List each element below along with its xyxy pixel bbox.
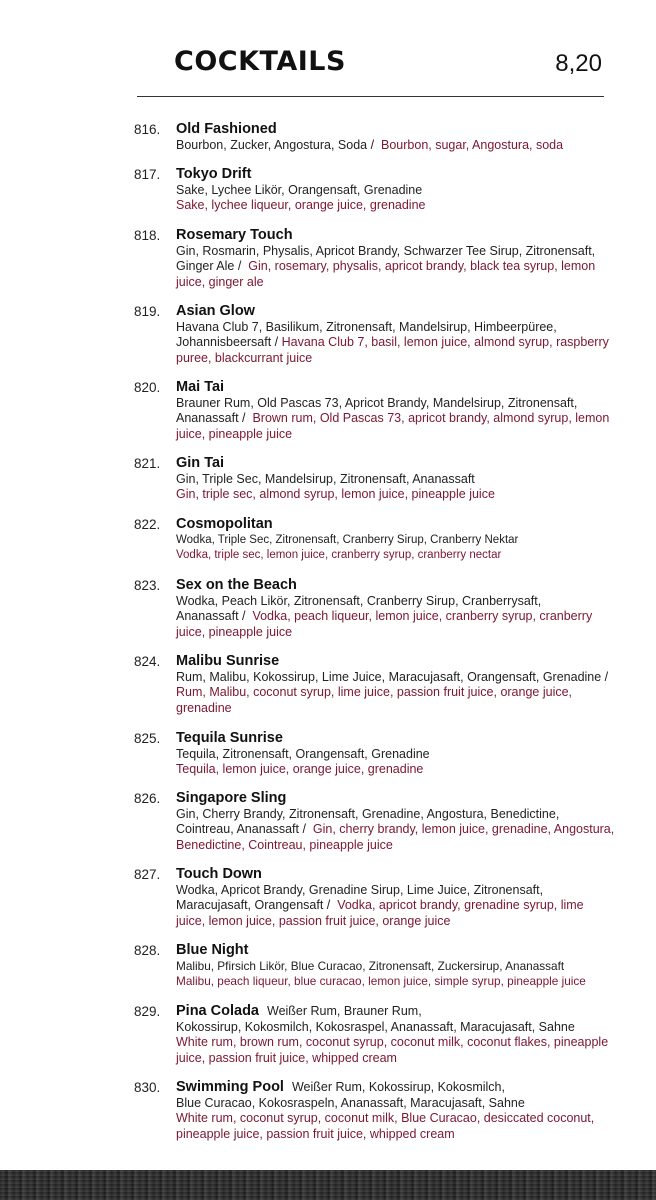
item-number: 827. xyxy=(134,867,161,882)
item-number: 819. xyxy=(134,304,161,319)
item-number: 826. xyxy=(134,791,161,806)
item-body xyxy=(176,379,616,442)
ingredients-de: Sake, Lychee Likör, Orangensaft, Grenadine xyxy=(176,183,423,197)
ingredients-en: Gin, cherry brandy, lemon juice, grenadine, Angostura, Benedictine, Cointreau, pineapple juice xyxy=(176,822,615,852)
item-ingredients xyxy=(176,1096,616,1142)
separator: / xyxy=(299,822,313,837)
item-name: Rosemary Touch xyxy=(176,227,293,243)
item-number: 829. xyxy=(134,1004,161,1019)
item-number: 822. xyxy=(134,517,161,532)
separator: / xyxy=(601,670,612,684)
separator: / xyxy=(238,609,253,624)
separator: / xyxy=(234,259,249,274)
item-body xyxy=(176,516,616,564)
item-ingredients xyxy=(176,594,616,640)
item-ingredients xyxy=(176,320,616,366)
separator: / xyxy=(323,898,338,913)
ingredients-en: Vodka, peach liqueur, lemon juice, cranberry syrup, cranberry juice, pineapple juice xyxy=(176,609,593,639)
item-name-row xyxy=(176,1003,616,1020)
item-body xyxy=(176,121,616,153)
item-number: 830. xyxy=(134,1080,161,1095)
item-body xyxy=(176,227,616,290)
item-number: 816. xyxy=(134,122,161,137)
item-body xyxy=(176,577,616,640)
ingredients-en: White rum, brown rum, coconut syrup, coconut milk, coconut flakes, pineapple juice, passion fruit juice, whipped cream xyxy=(176,1035,609,1065)
ingredients-en: Tequila, lemon juice, orange juice, grenadine xyxy=(176,762,424,777)
item-body xyxy=(176,1079,616,1142)
price-label: 8,20 xyxy=(555,50,602,77)
separator: / xyxy=(238,411,253,426)
item-ingredients xyxy=(176,533,616,564)
wood-footer-strip xyxy=(0,1170,656,1200)
item-body xyxy=(176,730,616,778)
ingredients-de: Rum, Malibu, Kokossirup, Lime Juice, Maracujasaft, Orangensaft, Grenadine xyxy=(176,670,602,684)
ingredients-en: Vodka, apricot brandy, grenadine syrup, lime juice, lemon juice, passion fruit juice, orange juice xyxy=(176,898,584,928)
item-name: Cosmopolitan xyxy=(176,516,273,532)
ingredients-en: Bourbon, sugar, Angostura, soda xyxy=(381,138,564,152)
item-body xyxy=(176,166,616,214)
item-name: Pina Colada xyxy=(176,1003,259,1019)
item-ingredients xyxy=(176,244,616,290)
item-name: Swimming Pool xyxy=(176,1079,284,1095)
ingredients-de: Blue Curacao, Kokosraspeln, Ananassaft, Maracujasaft, Sahne xyxy=(176,1096,525,1110)
item-ingredients xyxy=(176,138,616,153)
ingredients-de: Wodka, Peach Likör, Zitronensaft, Cranberry Sirup, Cranberrysaft, Ananassaft xyxy=(176,594,542,624)
item-ingredients xyxy=(176,807,616,853)
item-name-row xyxy=(176,1079,616,1096)
item-number: 825. xyxy=(134,731,161,746)
item-body xyxy=(176,866,616,929)
item-ingredients xyxy=(176,396,616,442)
ingredients-de: Bourbon, Zucker, Angostura, Soda xyxy=(176,138,368,152)
ingredients-en: Rum, Malibu, coconut syrup, lime juice, passion fruit juice, orange juice, grenadine xyxy=(176,685,573,715)
item-name: Mai Tai xyxy=(176,379,225,395)
item-body xyxy=(176,455,616,503)
item-name: Touch Down xyxy=(176,866,262,882)
ingredients-en: Gin, rosemary, physalis, apricot brandy, black tea syrup, lemon juice, ginger ale xyxy=(176,259,596,289)
ingredients-de-inline: Weißer Rum, Kokossirup, Kokosmilch, xyxy=(291,1080,505,1094)
ingredients-de: Wodka, Apricot Brandy, Grenadine Sirup, Lime Juice, Zitronensaft, Maracujasaft, Orangensaft xyxy=(176,883,544,913)
item-ingredients xyxy=(176,1020,616,1066)
item-body xyxy=(176,790,616,853)
ingredients-de: Gin, Rosmarin, Physalis, Apricot Brandy, Schwarzer Tee Sirup, Zitronensaft, Ginger Ale xyxy=(176,244,596,274)
item-ingredients xyxy=(176,883,616,929)
item-body xyxy=(176,1003,616,1066)
item-ingredients xyxy=(176,747,616,778)
item-body xyxy=(176,942,616,990)
header-divider xyxy=(137,96,604,97)
item-number: 828. xyxy=(134,943,161,958)
item-name: Blue Night xyxy=(176,942,249,958)
item-body xyxy=(176,653,616,716)
ingredients-de: Kokossirup, Kokosmilch, Kokosraspel, Ananassaft, Maracujasaft, Sahne xyxy=(176,1020,575,1034)
ingredients-de: Wodka, Triple Sec, Zitronensaft, Cranberry Sirup, Cranberry Nektar xyxy=(176,534,519,546)
item-number: 823. xyxy=(134,578,161,593)
ingredients-en: Havana Club 7, basil, lemon juice, almond syrup, raspberry puree, blackcurrant juice xyxy=(176,335,609,365)
item-number: 817. xyxy=(134,167,161,182)
item-name: Sex on the Beach xyxy=(176,577,297,593)
separator: / xyxy=(271,335,282,350)
ingredients-de: Brauner Rum, Old Pascas 73, Apricot Brandy, Mandelsirup, Zitronensaft, Ananassaft xyxy=(176,396,578,426)
item-ingredients xyxy=(176,670,616,716)
ingredients-de: Malibu, Pfirsich Likör, Blue Curacao, Zitronensaft, Zuckersirup, Ananassaft xyxy=(176,959,565,973)
ingredients-de: Gin, Triple Sec, Mandelsirup, Zitronensaft, Ananassaft xyxy=(176,472,475,486)
item-name: Tequila Sunrise xyxy=(176,730,283,746)
item-body xyxy=(176,303,616,366)
item-name: Tokyo Drift xyxy=(176,166,252,182)
item-name: Gin Tai xyxy=(176,455,225,471)
item-number: 821. xyxy=(134,456,161,471)
separator: / xyxy=(367,138,382,152)
item-number: 820. xyxy=(134,380,161,395)
item-name: Malibu Sunrise xyxy=(176,653,280,669)
ingredients-en: White rum, coconut syrup, coconut milk, Blue Curacao, desiccated coconut, pineapple juice, passion fruit juice, whipped cream xyxy=(176,1111,595,1141)
ingredients-de: Tequila, Zitronensaft, Orangensaft, Grenadine xyxy=(176,747,430,761)
item-number: 824. xyxy=(134,654,161,669)
ingredients-en: Vodka, triple sec, lemon juice, cranberry syrup, cranberry nectar xyxy=(176,549,502,562)
item-ingredients xyxy=(176,183,616,214)
item-name: Singapore Sling xyxy=(176,790,287,806)
item-ingredients xyxy=(176,472,616,503)
ingredients-en: Malibu, peach liqueur, blue curacao, lemon juice, simple syrup, pineapple juice xyxy=(176,974,586,989)
ingredients-de: Gin, Cherry Brandy, Zitronensaft, Grenadine, Angostura, Benedictine, Cointreau, Ananassaft xyxy=(176,807,560,837)
menu-header xyxy=(0,0,656,100)
item-number: 818. xyxy=(134,228,161,243)
ingredients-en: Gin, triple sec, almond syrup, lemon juice, pineapple juice xyxy=(176,487,495,502)
ingredients-en: Sake, lychee liqueur, orange juice, grenadine xyxy=(176,198,426,213)
ingredients-en: Brown rum, Old Pascas 73, apricot brandy, almond syrup, lemon juice, pineapple juice xyxy=(176,411,610,441)
item-name: Asian Glow xyxy=(176,303,255,319)
ingredients-de: Havana Club 7, Basilikum, Zitronensaft, Mandelsirup, Himbeerpüree, Johannisbeersaft xyxy=(176,320,557,350)
page-title: COCKTAILS xyxy=(174,46,346,77)
item-name: Old Fashioned xyxy=(176,121,277,137)
item-ingredients xyxy=(176,959,616,990)
ingredients-de-inline: Weißer Rum, Brauner Rum, xyxy=(267,1004,422,1018)
